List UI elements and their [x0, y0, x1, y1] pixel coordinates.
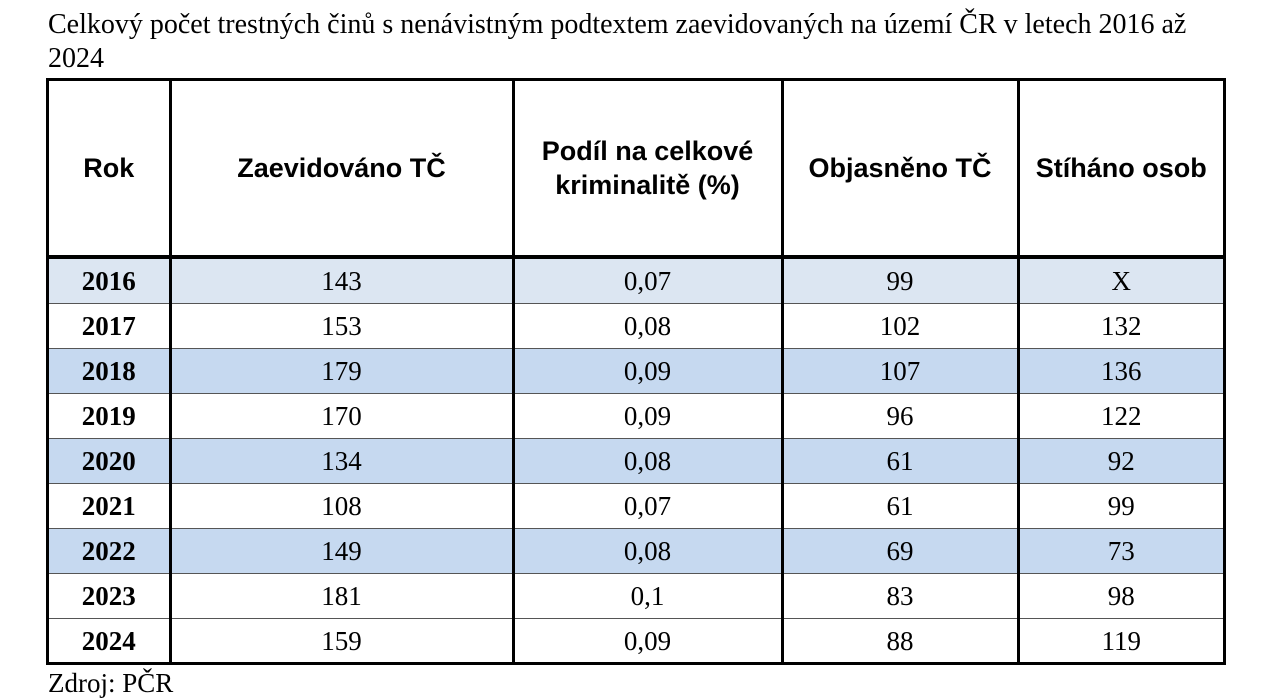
header-share: Podíl na celkové kriminalitě (%) — [513, 81, 782, 257]
cell-prosecuted: 99 — [1018, 484, 1223, 529]
cell-year: 2017 — [49, 304, 170, 349]
cell-registered: 143 — [170, 257, 513, 304]
cell-share: 0,08 — [513, 304, 782, 349]
cell-registered: 170 — [170, 394, 513, 439]
hate-crime-statistics-table — [49, 81, 1223, 663]
header-registered: Zaevidováno TČ — [170, 81, 513, 257]
cell-registered: 181 — [170, 574, 513, 619]
cell-share: 0,08 — [513, 439, 782, 484]
cell-registered: 134 — [170, 439, 513, 484]
cell-registered: 179 — [170, 349, 513, 394]
document-title: Celkový počet trestných činů s nenávistným podtextem zaevidovaných na území ČR v letech 2016 až 2024 — [48, 9, 1187, 74]
cell-year: 2019 — [49, 394, 170, 439]
cell-share: 0,09 — [513, 394, 782, 439]
cell-share: 0,1 — [513, 574, 782, 619]
cell-prosecuted: 92 — [1018, 439, 1223, 484]
cell-share: 0,07 — [513, 484, 782, 529]
table-row — [49, 257, 1223, 304]
cell-share: 0,09 — [513, 619, 782, 664]
statistics-table-frame — [46, 78, 1226, 665]
cell-year: 2023 — [49, 574, 170, 619]
cell-share: 0,09 — [513, 349, 782, 394]
cell-solved: 61 — [782, 484, 1018, 529]
cell-solved: 69 — [782, 529, 1018, 574]
cell-solved: 61 — [782, 439, 1018, 484]
header-solved: Objasněno TČ — [782, 81, 1018, 257]
cell-registered: 159 — [170, 619, 513, 664]
table-row — [49, 304, 1223, 349]
table-row — [49, 349, 1223, 394]
table-row — [49, 574, 1223, 619]
cell-year: 2022 — [49, 529, 170, 574]
cell-solved: 96 — [782, 394, 1018, 439]
source-note: Zdroj: PČR — [48, 668, 174, 698]
cell-share: 0,08 — [513, 529, 782, 574]
header-row — [49, 81, 1223, 257]
cell-solved: 83 — [782, 574, 1018, 619]
cell-year: 2020 — [49, 439, 170, 484]
cell-solved: 99 — [782, 257, 1018, 304]
header-prosecuted: Stíháno osob — [1018, 81, 1223, 257]
cell-prosecuted: 98 — [1018, 574, 1223, 619]
table-row — [49, 439, 1223, 484]
cell-prosecuted: 132 — [1018, 304, 1223, 349]
table-row — [49, 394, 1223, 439]
cell-prosecuted: 122 — [1018, 394, 1223, 439]
cell-year: 2016 — [49, 257, 170, 304]
cell-solved: 88 — [782, 619, 1018, 664]
cell-year: 2024 — [49, 619, 170, 664]
cell-prosecuted: 73 — [1018, 529, 1223, 574]
cell-registered: 149 — [170, 529, 513, 574]
cell-year: 2021 — [49, 484, 170, 529]
cell-solved: 107 — [782, 349, 1018, 394]
cell-registered: 108 — [170, 484, 513, 529]
cell-solved: 102 — [782, 304, 1018, 349]
cell-share: 0,07 — [513, 257, 782, 304]
cell-registered: 153 — [170, 304, 513, 349]
table-row — [49, 619, 1223, 664]
cell-prosecuted: 136 — [1018, 349, 1223, 394]
table-row — [49, 529, 1223, 574]
table-row — [49, 484, 1223, 529]
cell-year: 2018 — [49, 349, 170, 394]
cell-prosecuted: 119 — [1101, 625, 1141, 656]
cell-prosecuted: X — [1018, 257, 1223, 304]
header-year: Rok — [49, 81, 170, 257]
